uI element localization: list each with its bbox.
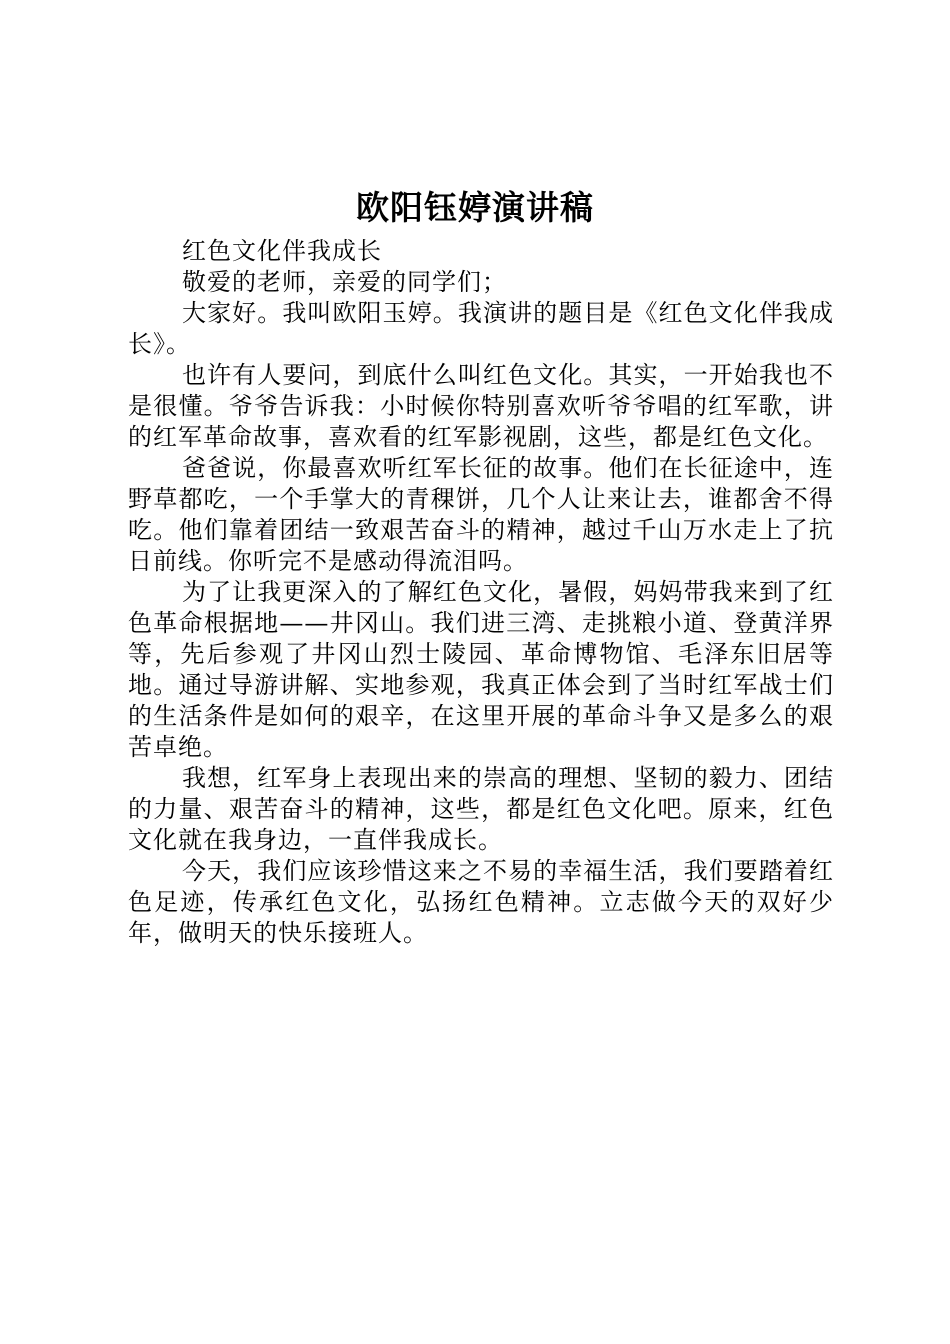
paragraph-grandpa: 也许有人要问，到底什么叫红色文化。其实，一开始我也不是很懂。爷爷告诉我：小时候你特别喜欢听爷爷唱的红军歌，讲的红军革命故事，喜欢看的红军影视剧，这些，都是红色文化。: [128, 361, 834, 451]
document-title: 欧阳钰婷演讲稿: [356, 188, 594, 227]
paragraph-subtitle: 红色文化伴我成长: [182, 237, 382, 265]
paragraph-greeting: 敬爱的老师，亲爱的同学们；: [182, 268, 507, 296]
paragraph-conclusion: 今天，我们应该珍惜这来之不易的幸福生活，我们要踏着红色足迹，传承红色文化，弘扬红色精神。立志做今天的双好少年，做明天的快乐接班人。: [128, 857, 834, 947]
document-body: [128, 236, 834, 949]
paragraph-intro: 大家好。我叫欧阳玉婷。我演讲的题目是《红色文化伴我成长》。: [128, 299, 834, 358]
paragraph-reflection: 我想，红军身上表现出来的崇高的理想、坚韧的毅力、团结的力量、艰苦奋斗的精神，这些，都是红色文化吧。原来，红色文化就在我身边，一直伴我成长。: [128, 764, 834, 854]
paragraph-jinggangshan: 为了让我更深入的了解红色文化，暑假，妈妈带我来到了红色革命根据地——井冈山。我们进三湾、走挑粮小道、登黄洋界等，先后参观了井冈山烈士陵园、革命博物馆、毛泽东旧居等地。通过导游讲解、实地参观，我真正体会到了当时红军战士们的生活条件是如何的艰辛，在这里开展的革命斗争又是多么的艰苦卓绝。: [128, 578, 834, 761]
paragraph-dad: 爸爸说，你最喜欢听红军长征的故事。他们在长征途中，连野草都吃，一个手掌大的青稞饼，几个人让来让去，谁都舍不得吃。他们靠着团结一致艰苦奋斗的精神，越过千山万水走上了抗日前线。你听完不是感动得流泪吗。: [128, 454, 834, 575]
